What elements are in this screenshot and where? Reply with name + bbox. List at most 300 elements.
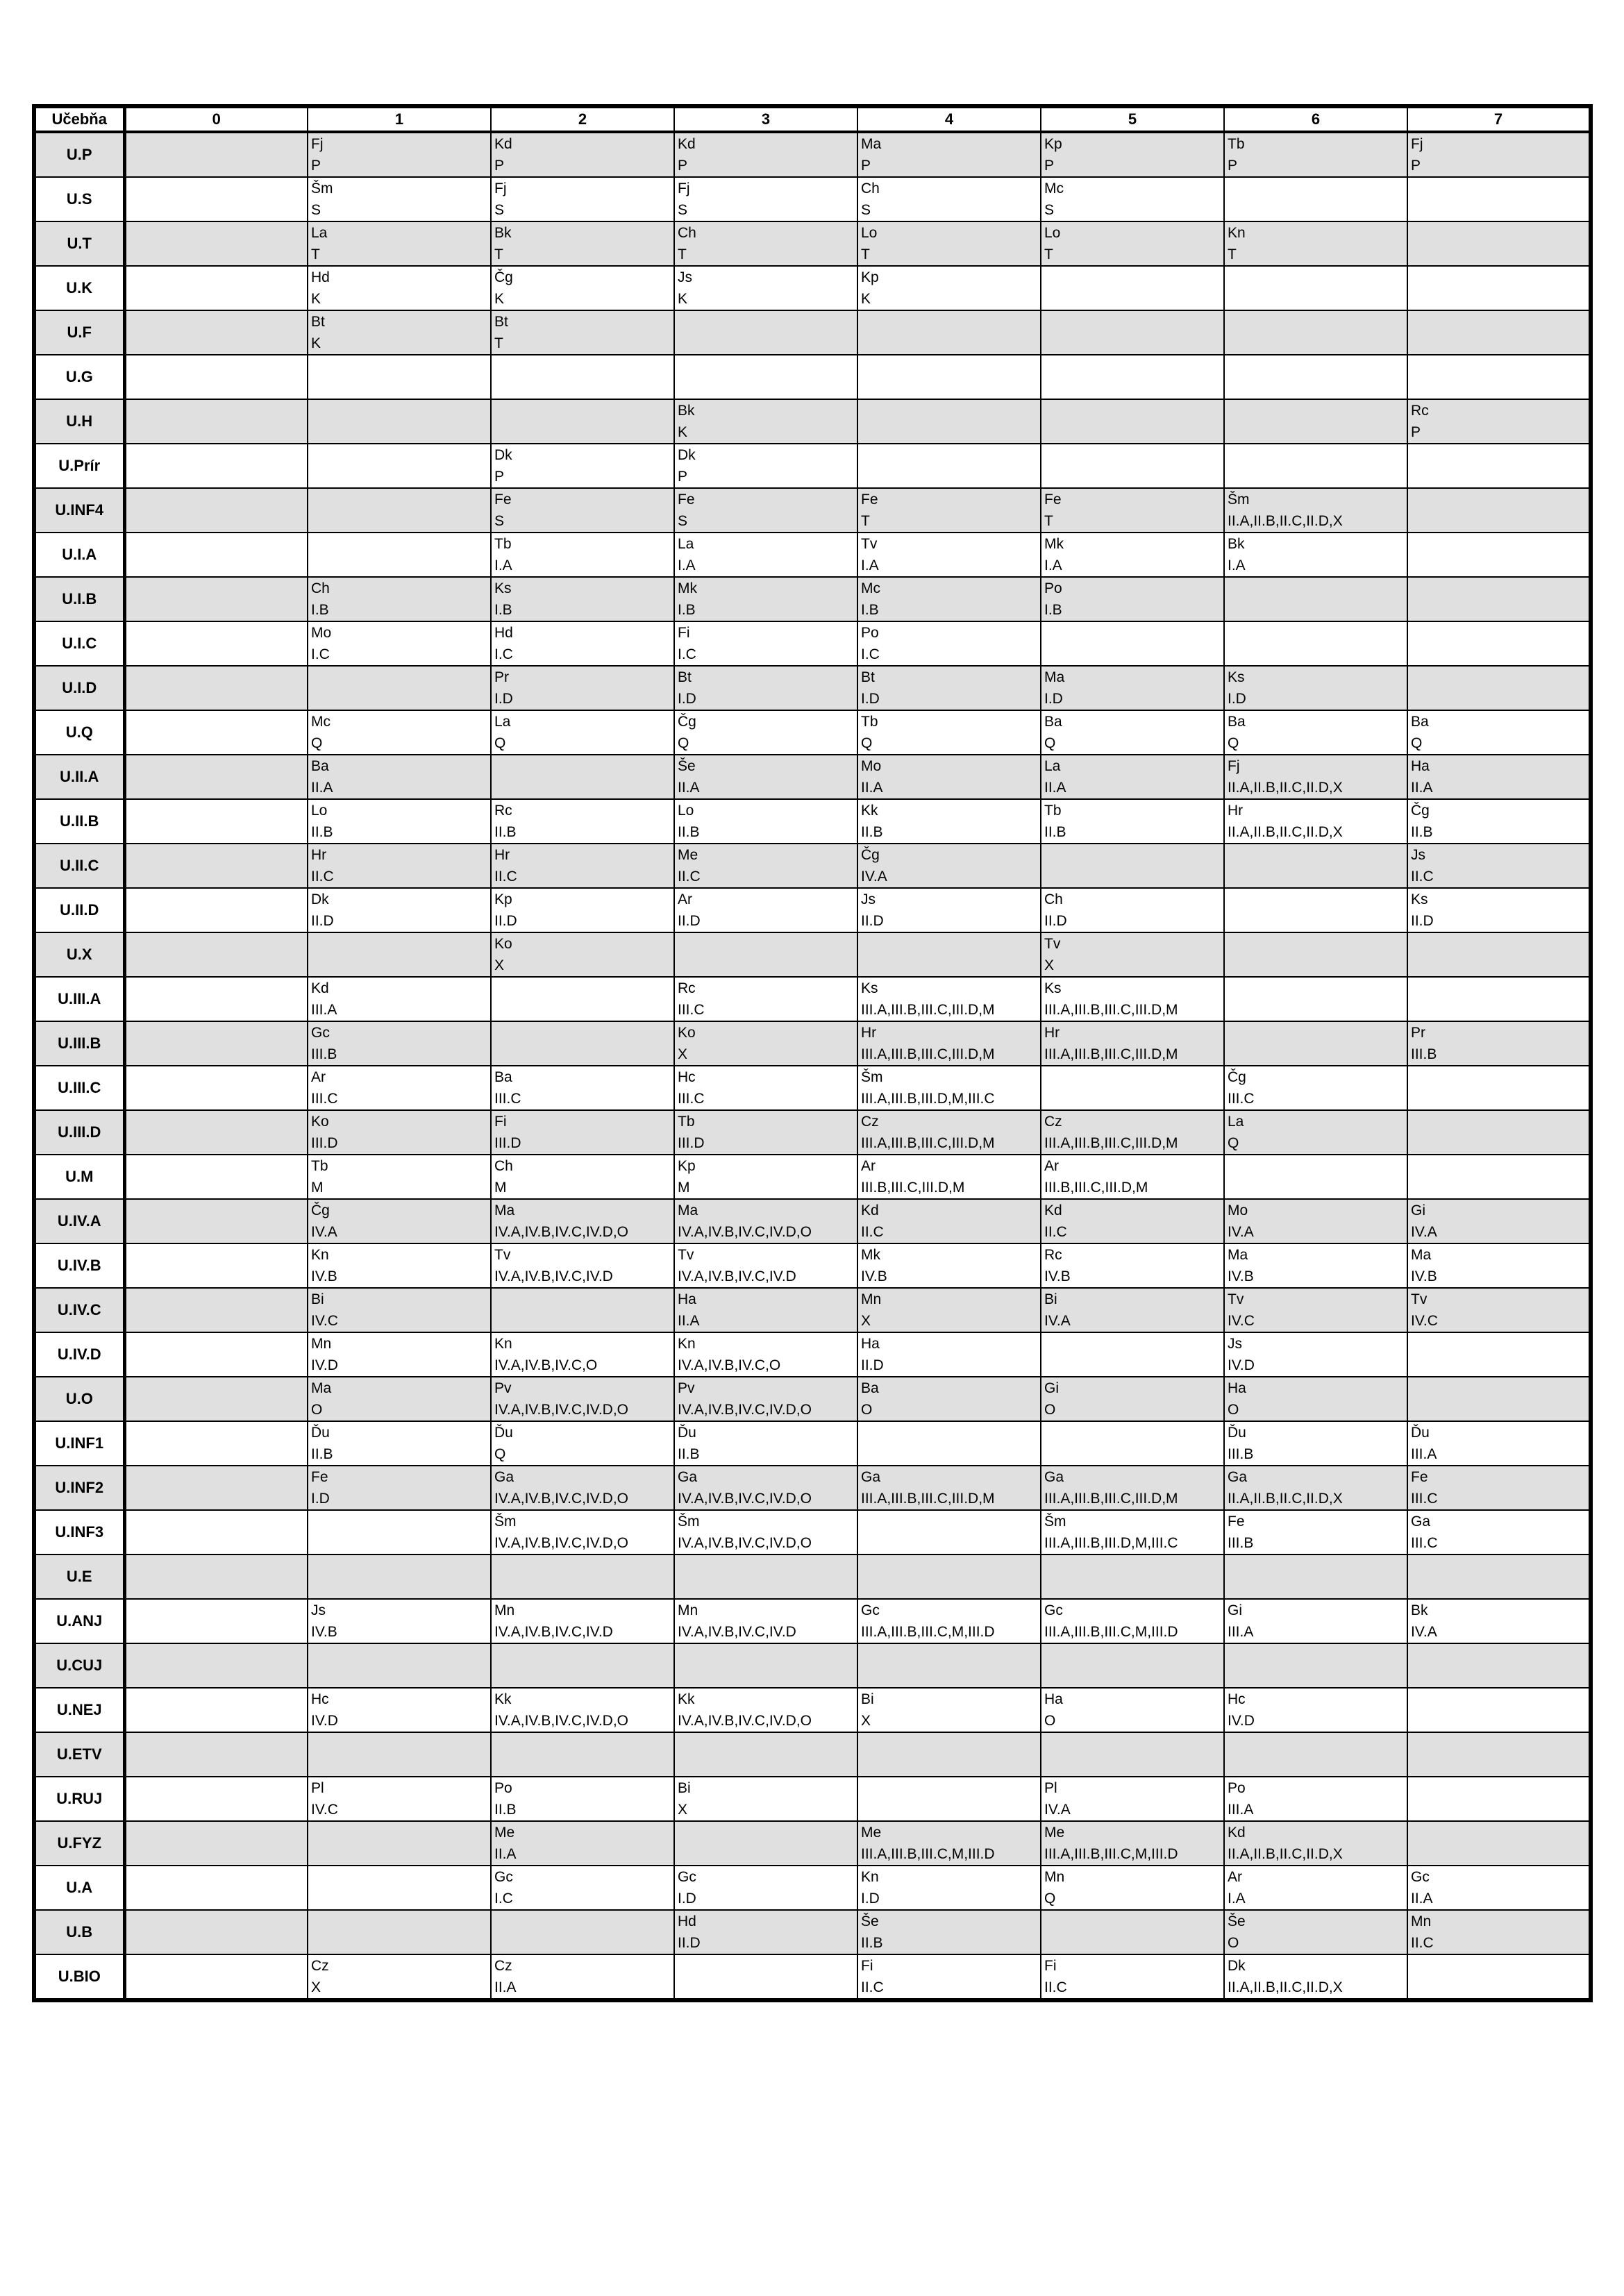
class-group: III.A,III.B,III.D,M,III.C xyxy=(1044,1535,1178,1551)
teacher-code: Js xyxy=(861,891,876,907)
class-group: M xyxy=(311,1180,324,1196)
teacher-code: Tv xyxy=(494,1247,511,1263)
schedule-cell xyxy=(1041,621,1224,666)
schedule-cell xyxy=(124,755,308,799)
schedule-cell xyxy=(491,1243,674,1288)
teacher-code: Šm xyxy=(1228,492,1250,508)
room-name: U.H xyxy=(34,399,124,444)
room-name: U.IV.C xyxy=(34,1288,124,1332)
class-group: III.D xyxy=(678,1135,705,1151)
class-group: III.A,III.B,III.C,III.D,M xyxy=(861,1491,995,1507)
teacher-code: Pl xyxy=(311,1780,324,1796)
teacher-code: Me xyxy=(861,1825,882,1841)
teacher-code: Gc xyxy=(678,1869,696,1885)
room-name: U.NEJ xyxy=(34,1688,124,1732)
class-group: I.B xyxy=(678,602,696,618)
teacher-code: Kn xyxy=(494,1336,512,1352)
schedule-cell xyxy=(1407,1599,1591,1643)
schedule-cell xyxy=(124,932,308,977)
teacher-code: Šm xyxy=(494,1514,517,1530)
schedule-cell xyxy=(124,1021,308,1066)
class-group: S xyxy=(494,513,505,529)
class-group: T xyxy=(494,335,503,351)
column-header-period: 7 xyxy=(1407,106,1591,132)
schedule-cell xyxy=(857,1643,1041,1688)
schedule-cell xyxy=(674,1555,857,1599)
schedule-cell xyxy=(124,355,308,399)
teacher-code: Tb xyxy=(1228,136,1245,152)
room-name: U.F xyxy=(34,310,124,355)
schedule-cell xyxy=(1041,1288,1224,1332)
teacher-code: Fi xyxy=(494,1114,507,1130)
teacher-code: Gi xyxy=(1228,1602,1242,1618)
class-group: IV.B xyxy=(1044,1268,1071,1284)
schedule-cell xyxy=(491,1199,674,1243)
teacher-code: Fi xyxy=(1044,1958,1057,1974)
schedule-cell xyxy=(1407,310,1591,355)
class-group: O xyxy=(1228,1402,1239,1418)
schedule-cell xyxy=(857,1243,1041,1288)
class-group: IV.C xyxy=(311,1802,338,1818)
schedule-cell xyxy=(1041,666,1224,710)
schedule-cell xyxy=(491,1377,674,1421)
class-group: IV.A xyxy=(1411,1224,1437,1240)
table-row xyxy=(34,177,1591,221)
schedule-cell xyxy=(491,1066,674,1110)
teacher-code: Mc xyxy=(861,580,880,596)
schedule-cell xyxy=(308,1332,491,1377)
schedule-cell xyxy=(674,533,857,577)
class-group: III.A,III.B,III.C,III.D,M xyxy=(861,1002,995,1018)
class-group: Q xyxy=(1228,735,1239,751)
class-group: K xyxy=(678,291,688,307)
schedule-cell xyxy=(1407,1510,1591,1555)
schedule-cell xyxy=(1407,799,1591,844)
teacher-code: Fj xyxy=(1228,758,1240,774)
schedule-cell xyxy=(1041,1910,1224,1954)
teacher-code: Bi xyxy=(678,1780,691,1796)
teacher-code: Kd xyxy=(494,136,512,152)
class-group: T xyxy=(1228,246,1237,262)
table-row xyxy=(34,1954,1591,2000)
schedule-cell xyxy=(674,932,857,977)
schedule-cell xyxy=(491,1688,674,1732)
teacher-code: Ba xyxy=(311,758,329,774)
class-group: II.A xyxy=(1044,780,1066,796)
table-row xyxy=(34,755,1591,799)
schedule-cell xyxy=(124,1732,308,1777)
teacher-code: Hd xyxy=(678,1913,696,1929)
teacher-code: Ma xyxy=(494,1203,515,1218)
schedule-cell xyxy=(1224,1288,1407,1332)
teacher-code: Ha xyxy=(1044,1691,1063,1707)
class-group: II.C xyxy=(678,869,701,885)
table-row xyxy=(34,1599,1591,1643)
schedule-cell xyxy=(491,1599,674,1643)
schedule-cell xyxy=(308,1110,491,1155)
schedule-cell xyxy=(674,1510,857,1555)
schedule-cell xyxy=(308,132,491,177)
schedule-cell xyxy=(308,1510,491,1555)
room-name: U.Prír xyxy=(34,444,124,488)
schedule-cell xyxy=(857,310,1041,355)
table-row xyxy=(34,1110,1591,1155)
table-row xyxy=(34,710,1591,755)
schedule-cell xyxy=(1407,977,1591,1021)
teacher-code: Bt xyxy=(494,314,508,330)
schedule-cell xyxy=(491,621,674,666)
schedule-cell xyxy=(1407,1643,1591,1688)
teacher-code: Ch xyxy=(678,225,696,241)
schedule-cell xyxy=(1407,1777,1591,1821)
class-group: II.A xyxy=(1411,780,1433,796)
teacher-code: Fe xyxy=(311,1469,328,1485)
teacher-code: Čg xyxy=(1228,1069,1246,1085)
schedule-cell xyxy=(1224,533,1407,577)
class-group: P xyxy=(861,158,871,174)
schedule-cell xyxy=(1224,1688,1407,1732)
class-group: III.A,III.B,III.C,M,III.D xyxy=(861,1624,995,1640)
room-name: U.I.B xyxy=(34,577,124,621)
teacher-code: Kd xyxy=(861,1203,879,1218)
schedule-cell xyxy=(1041,399,1224,444)
teacher-code: Kd xyxy=(678,136,696,152)
schedule-cell xyxy=(1224,844,1407,888)
teacher-code: Ba xyxy=(1228,714,1246,730)
class-group: IV.A,IV.B,IV.C,IV.D,O xyxy=(494,1402,629,1418)
class-group: IV.D xyxy=(311,1713,338,1729)
class-group: III.B xyxy=(1228,1535,1254,1551)
column-header-period: 6 xyxy=(1224,106,1407,132)
class-group: O xyxy=(311,1402,323,1418)
schedule-cell xyxy=(857,888,1041,932)
schedule-cell xyxy=(308,444,491,488)
class-group: II.C xyxy=(311,869,334,885)
schedule-cell xyxy=(1407,1421,1591,1466)
schedule-cell xyxy=(1407,1954,1591,2000)
schedule-cell xyxy=(1041,1688,1224,1732)
schedule-cell xyxy=(1407,1466,1591,1510)
schedule-cell xyxy=(1224,1910,1407,1954)
schedule-cell xyxy=(308,621,491,666)
teacher-code: Še xyxy=(861,1913,879,1929)
teacher-code: Gc xyxy=(494,1869,513,1885)
teacher-code: Dk xyxy=(678,447,696,463)
table-row xyxy=(34,1555,1591,1599)
schedule-cell xyxy=(1041,755,1224,799)
class-group: Q xyxy=(678,735,689,751)
class-group: P xyxy=(678,158,688,174)
class-group: II.D xyxy=(861,1357,884,1373)
schedule-cell xyxy=(674,1599,857,1643)
class-group: T xyxy=(494,246,503,262)
teacher-code: Ks xyxy=(494,580,512,596)
schedule-cell xyxy=(1041,1732,1224,1777)
teacher-code: Ks xyxy=(1228,669,1245,685)
schedule-cell xyxy=(491,310,674,355)
table-row xyxy=(34,310,1591,355)
class-group: II.A xyxy=(861,780,883,796)
class-group: S xyxy=(1044,202,1055,218)
schedule-cell xyxy=(124,1910,308,1954)
room-name: U.IV.D xyxy=(34,1332,124,1377)
class-group: I.B xyxy=(861,602,879,618)
class-group: III.A,III.B,III.C,III.D,M xyxy=(1044,1046,1178,1062)
schedule-cell xyxy=(124,1199,308,1243)
table-row xyxy=(34,1821,1591,1866)
room-name: U.III.A xyxy=(34,977,124,1021)
schedule-cell xyxy=(1041,1643,1224,1688)
class-group: S xyxy=(678,202,688,218)
teacher-code: Lo xyxy=(861,225,878,241)
schedule-cell xyxy=(857,666,1041,710)
class-group: P xyxy=(1411,424,1421,440)
class-group: I.D xyxy=(678,1891,696,1907)
room-name: U.O xyxy=(34,1377,124,1421)
schedule-cell xyxy=(1041,1510,1224,1555)
schedule-cell xyxy=(124,1066,308,1110)
schedule-cell xyxy=(491,533,674,577)
schedule-cell xyxy=(857,1910,1041,1954)
class-group: IV.A,IV.B,IV.C,IV.D xyxy=(494,1624,613,1640)
teacher-code: La xyxy=(494,714,511,730)
schedule-cell xyxy=(491,132,674,177)
table-row xyxy=(34,1288,1591,1332)
room-name: U.B xyxy=(34,1910,124,1954)
teacher-code: Me xyxy=(1044,1825,1065,1841)
schedule-cell xyxy=(124,1555,308,1599)
teacher-code: Pr xyxy=(1411,1025,1425,1041)
class-group: X xyxy=(678,1046,688,1062)
schedule-cell xyxy=(308,1866,491,1910)
class-group: III.C xyxy=(1411,1491,1438,1507)
class-group: IV.B xyxy=(311,1624,337,1640)
header-row xyxy=(34,106,1591,132)
teacher-code: Cz xyxy=(1044,1114,1062,1130)
schedule-cell xyxy=(1407,1332,1591,1377)
teacher-code: Kd xyxy=(1228,1825,1246,1841)
class-group: Q xyxy=(861,735,873,751)
table-row xyxy=(34,1510,1591,1555)
class-group: II.D xyxy=(311,913,334,929)
class-group: II.B xyxy=(494,1802,517,1818)
column-header-period: 4 xyxy=(857,106,1041,132)
teacher-code: Hr xyxy=(1228,803,1244,819)
room-name: U.II.C xyxy=(34,844,124,888)
schedule-cell xyxy=(1041,710,1224,755)
teacher-code: Še xyxy=(678,758,696,774)
class-group: III.A xyxy=(1411,1446,1437,1462)
schedule-cell xyxy=(1224,177,1407,221)
class-group: T xyxy=(311,246,320,262)
room-name: U.A xyxy=(34,1866,124,1910)
schedule-cell xyxy=(1224,666,1407,710)
room-name: U.E xyxy=(34,1555,124,1599)
schedule-cell xyxy=(491,177,674,221)
schedule-cell xyxy=(857,1377,1041,1421)
schedule-cell xyxy=(308,399,491,444)
teacher-code: Tv xyxy=(861,536,878,552)
class-group: O xyxy=(1228,1935,1239,1951)
class-group: P xyxy=(494,158,505,174)
schedule-cell xyxy=(674,1155,857,1199)
teacher-code: Ch xyxy=(1044,891,1063,907)
schedule-cell xyxy=(1407,488,1591,533)
teacher-code: Ma xyxy=(678,1203,698,1218)
room-name: U.S xyxy=(34,177,124,221)
class-group: II.D xyxy=(678,1935,701,1951)
table-row xyxy=(34,1910,1591,1954)
teacher-code: Hr xyxy=(861,1025,877,1041)
class-group: II.B xyxy=(678,824,700,840)
schedule-cell xyxy=(1407,577,1591,621)
teacher-code: Ch xyxy=(311,580,330,596)
schedule-cell xyxy=(1224,1643,1407,1688)
schedule-cell xyxy=(124,1510,308,1555)
teacher-code: Kp xyxy=(861,269,879,285)
schedule-cell xyxy=(674,577,857,621)
class-group: IV.A,IV.B,IV.C,IV.D,O xyxy=(494,1713,629,1729)
class-group: II.A,II.B,II.C,II.D,X xyxy=(1228,1979,1343,1995)
teacher-code: Ma xyxy=(311,1380,332,1396)
schedule-cell xyxy=(491,1954,674,2000)
schedule-cell xyxy=(1407,1199,1591,1243)
schedule-cell xyxy=(491,710,674,755)
schedule-cell xyxy=(491,888,674,932)
schedule-cell xyxy=(1224,444,1407,488)
schedule-cell xyxy=(674,1243,857,1288)
teacher-code: Ar xyxy=(311,1069,326,1085)
teacher-code: Rc xyxy=(678,980,696,996)
schedule-cell xyxy=(308,577,491,621)
class-group: I.B xyxy=(494,602,512,618)
room-name: U.III.B xyxy=(34,1021,124,1066)
schedule-cell xyxy=(308,1421,491,1466)
class-group: III.A,III.B,III.C,III.D,M xyxy=(1044,1135,1178,1151)
class-group: III.A xyxy=(1228,1802,1254,1818)
room-name: U.T xyxy=(34,221,124,266)
schedule-cell xyxy=(674,132,857,177)
teacher-code: Dk xyxy=(494,447,512,463)
teacher-code: Bi xyxy=(1044,1291,1057,1307)
teacher-code: Tb xyxy=(861,714,878,730)
teacher-code: Mk xyxy=(861,1247,880,1263)
class-group: I.D xyxy=(311,1491,330,1507)
schedule-cell xyxy=(857,1777,1041,1821)
teacher-code: Bt xyxy=(678,669,692,685)
schedule-cell xyxy=(308,1910,491,1954)
schedule-cell xyxy=(674,444,857,488)
schedule-cell xyxy=(674,1643,857,1688)
schedule-cell xyxy=(1041,266,1224,310)
teacher-code: Hc xyxy=(311,1691,329,1707)
class-group: O xyxy=(1044,1713,1056,1729)
class-group: IV.A,IV.B,IV.C,IV.D xyxy=(678,1624,796,1640)
schedule-cell xyxy=(857,621,1041,666)
teacher-code: Rc xyxy=(1044,1247,1062,1263)
column-header-period: 0 xyxy=(124,106,308,132)
schedule-cell xyxy=(308,1243,491,1288)
class-group: II.A,II.B,II.C,II.D,X xyxy=(1228,513,1343,529)
schedule-cell xyxy=(857,1866,1041,1910)
class-group: T xyxy=(1044,246,1053,262)
teacher-code: Čg xyxy=(678,714,696,730)
schedule-cell xyxy=(308,755,491,799)
schedule-cell xyxy=(674,1421,857,1466)
class-group: I.C xyxy=(494,1891,513,1907)
teacher-code: Hr xyxy=(494,847,510,863)
class-group: I.A xyxy=(1044,558,1062,573)
teacher-code: Gc xyxy=(311,1025,330,1041)
table-row xyxy=(34,844,1591,888)
teacher-code: Ko xyxy=(678,1025,696,1041)
class-group: III.A,III.B,III.C,III.D,M xyxy=(1044,1002,1178,1018)
class-group: Q xyxy=(311,735,323,751)
teacher-code: Kd xyxy=(1044,1203,1062,1218)
class-group: I.D xyxy=(1044,691,1063,707)
schedule-cell xyxy=(674,799,857,844)
table-row xyxy=(34,1688,1591,1732)
class-group: II.C xyxy=(861,1979,884,1995)
schedule-cell xyxy=(1407,1866,1591,1910)
class-group: II.A xyxy=(311,780,333,796)
schedule-cell xyxy=(491,1110,674,1155)
class-group: II.D xyxy=(1411,913,1434,929)
schedule-cell xyxy=(1224,755,1407,799)
table-row xyxy=(34,1332,1591,1377)
schedule-cell xyxy=(1041,1866,1224,1910)
teacher-code: Čg xyxy=(1411,803,1430,819)
column-header-period: 1 xyxy=(308,106,491,132)
schedule-cell xyxy=(1224,399,1407,444)
teacher-code: Ba xyxy=(494,1069,512,1085)
teacher-code: Fi xyxy=(678,625,690,641)
schedule-cell xyxy=(1041,132,1224,177)
schedule-cell xyxy=(1041,355,1224,399)
teacher-code: Fe xyxy=(861,492,878,508)
room-name: U.INF3 xyxy=(34,1510,124,1555)
class-group: II.B xyxy=(1411,824,1433,840)
teacher-code: Šm xyxy=(1044,1514,1066,1530)
schedule-cell xyxy=(1041,1599,1224,1643)
class-group: I.D xyxy=(861,1891,880,1907)
teacher-code: Ga xyxy=(1044,1469,1064,1485)
schedule-cell xyxy=(1407,1288,1591,1332)
class-group: T xyxy=(861,246,870,262)
schedule-cell xyxy=(124,221,308,266)
teacher-code: Tb xyxy=(311,1158,328,1174)
table-row xyxy=(34,1421,1591,1466)
schedule-cell xyxy=(1224,1021,1407,1066)
schedule-cell xyxy=(674,1332,857,1377)
teacher-code: Ga xyxy=(494,1469,514,1485)
teacher-code: Fe xyxy=(1228,1514,1245,1530)
schedule-cell xyxy=(308,1466,491,1510)
teacher-code: Po xyxy=(1044,580,1062,596)
teacher-code: Bk xyxy=(1411,1602,1428,1618)
class-group: IV.A,IV.B,IV.C,IV.D xyxy=(678,1268,796,1284)
schedule-cell xyxy=(857,221,1041,266)
schedule-cell xyxy=(1224,1555,1407,1599)
teacher-code: La xyxy=(1228,1114,1244,1130)
class-group: II.D xyxy=(1044,913,1067,929)
class-group: III.C xyxy=(678,1002,705,1018)
room-name: U.I.A xyxy=(34,533,124,577)
table-row xyxy=(34,533,1591,577)
teacher-code: Lo xyxy=(678,803,694,819)
class-group: P xyxy=(678,469,688,485)
room-name: U.CUJ xyxy=(34,1643,124,1688)
